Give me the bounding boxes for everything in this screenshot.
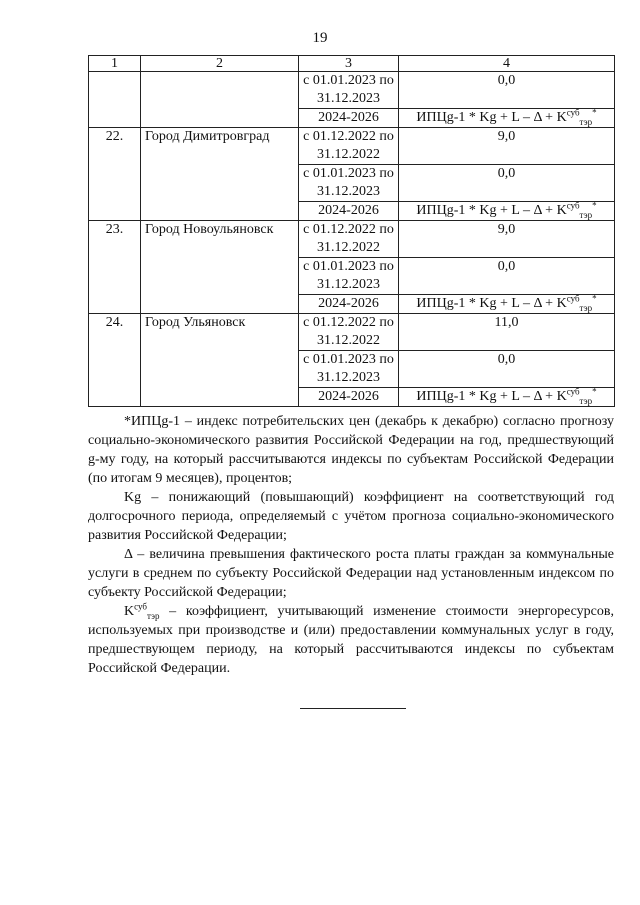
formula-subscript: тэр [579,395,593,406]
index-formula [399,202,615,221]
index-formula [399,295,615,314]
column-header: 4 [399,56,615,72]
formula-asterisk: * [592,200,597,211]
column-header: 1 [89,56,141,72]
row-number: 23. [89,221,141,314]
footnote-text: Kg – понижающий (повышающий) коэффициент на соответствующий год долгосрочного периода, определяемый с учётом прогноза социально-экономического развития Российской Федерации; [88,490,614,543]
column-header: 3 [299,56,399,72]
coefficient-superscript: суб [134,601,147,612]
index-value: 0,0 [399,72,615,109]
period-cell: 2024-2026 [299,295,399,314]
index-value: 9,0 [399,128,615,165]
period-cell: с 01.01.2023 по 31.12.2023 [299,258,399,295]
period-cell: с 01.01.2023 по 31.12.2023 [299,72,399,109]
footnote-text: Δ – величина превышения фактического роста платы граждан за коммунальные услуги в среднем по субъекту Российской Федерации над установленным индексом по субъекту Российской Федерации; [88,547,614,600]
table-row [89,221,615,258]
footnote-paragraph [88,488,614,545]
footnote-paragraph [88,412,614,488]
row-number: 22. [89,128,141,221]
formula-text: ИПЦg-1 * Kg + L – Δ + K [416,110,567,125]
period-cell: 2024-2026 [299,202,399,221]
formula-superscript: суб [566,293,580,304]
page-number: 19 [312,30,328,46]
formula-subscript: тэр [579,116,593,127]
city-name: Город Новоульяновск [141,221,299,314]
table-header-row [89,56,615,72]
index-value: 0,0 [399,165,615,202]
period-cell: 2024-2026 [299,109,399,128]
period-cell: с 01.12.2022 по 31.12.2022 [299,128,399,165]
footnote-paragraph [88,545,614,602]
formula-asterisk: * [592,107,597,118]
coefficient-subscript: тэр [146,610,160,621]
row-number [89,72,141,128]
index-formula [399,109,615,128]
formula-text: ИПЦg-1 * Kg + L – Δ + K [416,203,567,218]
formula-subscript: тэр [579,302,593,313]
city-name [141,72,299,128]
index-value: 0,0 [399,351,615,388]
footnote-paragraph [88,602,614,678]
city-name: Город Ульяновск [141,314,299,407]
table-row [89,72,615,109]
period-cell: с 01.01.2023 по 31.12.2023 [299,351,399,388]
row-number: 24. [89,314,141,407]
index-value: 9,0 [399,221,615,258]
formula-superscript: суб [566,107,580,118]
end-divider [300,708,406,709]
formula-superscript: суб [566,386,580,397]
tariff-index-table [88,55,615,407]
table-row [89,314,615,351]
formula-subscript: тэр [579,209,593,220]
period-cell: с 01.12.2022 по 31.12.2022 [299,314,399,351]
formula-text: ИПЦg-1 * Kg + L – Δ + K [416,296,567,311]
period-cell: с 01.01.2023 по 31.12.2023 [299,165,399,202]
column-header: 2 [141,56,299,72]
footnotes [88,412,614,678]
period-cell: 2024-2026 [299,388,399,407]
formula-text: ИПЦg-1 * Kg + L – Δ + K [416,389,567,404]
formula-superscript: суб [566,200,580,211]
footnote-text: – коэффициент, учитывающий изменение стоимости энергоресурсов, используемых при производстве и (или) предоставлении коммунальных услуг в году, предшествующем периоду, на который рассчитываются индексы по субъектам Российской Федерации. [88,604,614,676]
index-value: 0,0 [399,258,615,295]
period-cell: с 01.12.2022 по 31.12.2022 [299,221,399,258]
coefficient-symbol: K [124,604,135,619]
city-name: Город Димитровград [141,128,299,221]
formula-asterisk: * [592,386,597,397]
formula-asterisk: * [592,293,597,304]
table-row [89,128,615,165]
index-formula [399,388,615,407]
footnote-text: *ИПЦg-1 – индекс потребительских цен (декабрь к декабрю) согласно прогнозу социально-экономического развития Российской Федерации на год, предшествующий g-му году, на который рассчитываются индексы по субъектам Российской Федерации (по итогам 9 месяцев), процентов; [88,414,614,486]
index-value: 11,0 [399,314,615,351]
